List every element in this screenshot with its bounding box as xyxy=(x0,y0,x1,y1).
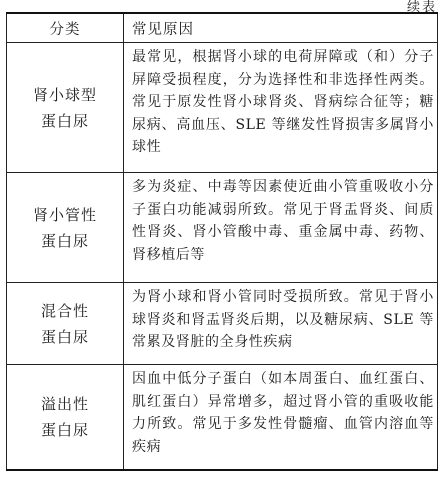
table-row xyxy=(7,365,438,471)
table-row xyxy=(7,43,438,173)
continued-label: 续表 xyxy=(406,0,437,15)
row-type: 混合性 蛋白尿 xyxy=(7,283,124,365)
row-cause: 为肾小球和肾小管同时受损所致。常见于肾小球肾炎和肾盂肾炎后期，以及糖尿病、SLE 等常累及肾脏的全身性疾病 xyxy=(124,283,438,365)
row-type: 溢出性 蛋白尿 xyxy=(7,365,124,471)
table-row xyxy=(7,173,438,283)
row-type: 肾小球型 蛋白尿 xyxy=(7,43,124,173)
row-cause: 因血中低分子蛋白（如本周蛋白、血红蛋白、肌红蛋白）异常增多，超过肾小管的重吸收能力所致。常见于多发性骨髓瘤、血管内溶血等疾病 xyxy=(124,365,438,471)
row-cause: 多为炎症、中毒等因素使近曲小管重吸收小分子蛋白功能减弱所致。常见于肾盂肾炎、间质性肾炎、肾小管酸中毒、重金属中毒、药物、肾移植后等 xyxy=(124,173,438,283)
proteinuria-classification-table xyxy=(6,12,438,471)
row-type: 肾小管性 蛋白尿 xyxy=(7,173,124,283)
header-cause: 常见原因 xyxy=(124,13,438,43)
table-header-row xyxy=(7,13,438,43)
table-row xyxy=(7,283,438,365)
row-cause: 最常见，根据肾小球的电荷屏障或（和）分子屏障受损程度，分为选择性和非选择性两类。常见于原发性肾小球肾炎、肾病综合征等；糖尿病、高血压、SLE 等继发性肾损害多属肾小球性 xyxy=(124,43,438,173)
header-type: 分类 xyxy=(7,13,124,43)
